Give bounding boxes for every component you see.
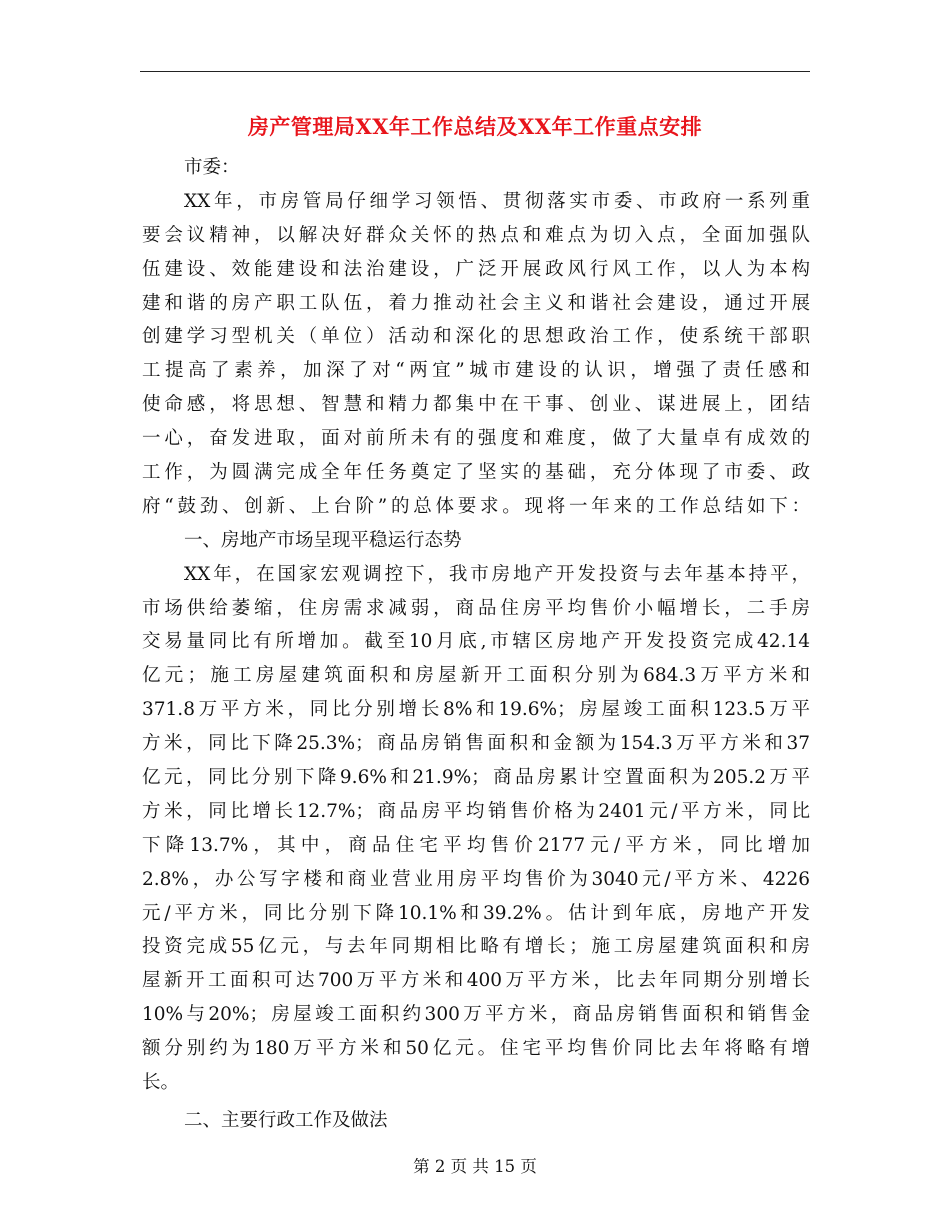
paragraph-line: 市场供给萎缩，住房需求减弱，商品住房平均售价小幅增长，二手房 [142,597,810,619]
paragraph-line: 下降13.7%，其中，商品住宅平均售价2177元/平方米，同比增加 [142,834,810,856]
paragraph-line: 额分别约为180万平方米和50亿元。住宅平均售价同比去年将略有增 [142,1038,810,1060]
document-body [142,151,810,1138]
paragraph-line: 府“鼓劲、创新、上台阶”的总体要求。现将一年来的工作总结如下： [142,495,810,517]
paragraph-line: 10%与20%；房屋竣工面积约300万平方米，商品房销售面积和销售金 [142,1004,810,1026]
paragraph-line: 建和谐的房产职工队伍，着力推动社会主义和谐社会建设，通过开展 [142,292,810,314]
salutation: 市委： [184,157,240,178]
paragraph-line: 要会议精神，以解决好群众关怀的热点和难点为切入点，全面加强队 [142,224,810,246]
paragraph-line: 长。 [142,1072,180,1094]
paragraph-line: 创建学习型机关（单位）活动和深化的思想政治工作，使系统干部职 [142,326,810,348]
section-heading-1: 一、房地产市场呈现平稳运行态势 [184,529,462,551]
paragraph-line: XX年，在国家宏观调控下，我市房地产开发投资与去年基本持平， [184,563,810,585]
header-rule [140,71,810,72]
paragraph-line: 工作，为圆满完成全年任务奠定了坚实的基础，充分体现了市委、政 [142,462,810,484]
paragraph-line: 工提高了素养，加深了对“两宜”城市建设的认识，增强了责任感和 [142,360,810,382]
paragraph-line: 使命感，将思想、智慧和精力都集中在干事、创业、谋进展上，团结 [142,394,810,416]
paragraph-line: 一心，奋发进取，面对前所未有的强度和难度，做了大量卓有成效的 [142,428,810,450]
paragraph-line: 371.8万平方米，同比分别增长8%和19.6%；房屋竣工面积123.5万平 [142,699,810,721]
paragraph-line: 屋新开工面积可达700万平方米和400万平方米，比去年同期分别增长 [142,970,810,992]
paragraph-line: 方米，同比增长12.7%；商品房平均销售价格为2401元/平方米，同比 [142,800,810,822]
paragraph-line: 亿元，同比分别下降9.6%和21.9%；商品房累计空置面积为205.2万平 [142,767,810,789]
paragraph-line: 方米，同比下降25.3%；商品房销售面积和金额为154.3万平方米和37 [142,733,810,755]
paragraph-line: 投资完成55亿元，与去年同期相比略有增长；施工房屋建筑面积和房 [142,936,810,958]
section-heading-2: 二、主要行政工作及做法 [184,1109,388,1131]
paragraph-line: 伍建设、效能建设和法治建设，广泛开展政风行风工作，以人为本构 [142,258,810,280]
page-footer: 第 2 页 共 15 页 [413,1157,537,1176]
paragraph-line: 元/平方米，同比分别下降10.1%和39.2%。估计到年底，房地产开发 [142,902,810,924]
paragraph-line: 亿元；施工房屋建筑面积和房屋新开工面积分别为684.3万平方米和 [142,665,810,687]
document-title: 房产管理局XX年工作总结及XX年工作重点安排 [247,114,703,139]
paragraph-line: 2.8%，办公写字楼和商业营业用房平均售价为3040元/平方米、4226 [142,868,810,890]
paragraph-line: XX年，市房管局仔细学习领悟、贯彻落实市委、市政府一系列重 [184,190,810,212]
paragraph-line: 交易量同比有所增加。截至10月底,市辖区房地产开发投资完成42.14 [142,631,810,653]
